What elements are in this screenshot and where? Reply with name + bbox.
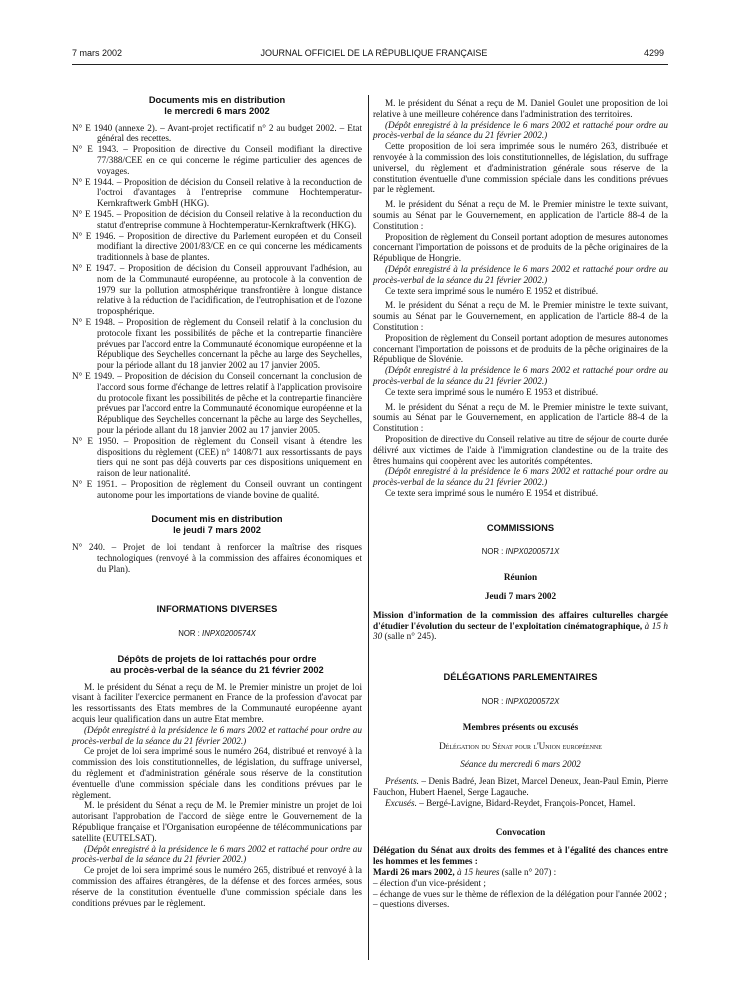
delegation-femmes: Délégation du Sénat aux droits des femmes et à l'égalité des chances entre les hommes et les femmes : xyxy=(373,845,668,867)
delegation-ue: Délégation du Sénat pour l'Union européenne xyxy=(439,740,602,751)
mission-room: (salle n° 245). xyxy=(384,631,437,642)
mardi-line xyxy=(373,867,668,878)
item-text: – Proposition de règlement du Conseil relatif à la conclusion du protocole fixant les possibilités de pêche et la contrepartie financière prévues par l'accord entre la Communauté économique européenne et la République des Seychelles concernant la pêche au large des Seychelles, pour la période allant du 18 janvier 2002 au 17 janvier 2005. xyxy=(97,316,363,371)
depots-title-2: au procès-verbal de la séance du 21 février 2002 xyxy=(110,664,324,675)
depot-note: (Dépôt enregistré à la présidence le 6 mars 2002 et rattaché pour ordre au procès-verbal de la séance du 21 février 2002.) xyxy=(373,466,668,488)
depots-title-1: Dépôts de projets de loi rattachés pour ordre xyxy=(117,654,317,665)
header-rule xyxy=(72,64,668,65)
section-title-delegations: DÉLÉGATIONS PARLEMENTAIRES xyxy=(443,672,598,683)
page-number: 4299 xyxy=(643,48,664,58)
paragraph: Proposition de règlement du Conseil portant adoption de mesures autonomes concernant l'importation de poissons et de produits de la pêche originaires de la République de Slovénie. xyxy=(373,332,668,365)
presents-names: – Denis Badré, Jean Bizet, Marcel Deneux, Jean-Paul Emin, Pierre Fauchon, Hubert Haenel, Serge Lagauche. xyxy=(373,776,668,798)
item-number: N° E 1951. xyxy=(72,478,118,489)
section-title-commissions: COMMISSIONS xyxy=(486,522,555,533)
seance-date: Séance du mercredi 6 mars 2002 xyxy=(460,759,581,770)
paragraph: Ce texte sera imprimé sous le numéro E 1952 et distribué. xyxy=(385,285,599,296)
document-item xyxy=(72,209,362,231)
item-number: N° E 1946. xyxy=(72,230,116,241)
paragraph: M. le président du Sénat a reçu de M. le Premier ministre le texte suivant, soumis au Sénat par le Gouvernement, en application de l'article 88-4 de la Constitution : xyxy=(373,401,668,434)
nor-label: NOR : xyxy=(481,547,504,557)
document-item xyxy=(72,371,362,436)
nor-label: NOR : xyxy=(481,697,504,707)
paragraph: M. le président du Sénat a reçu de M. le Premier ministre un projet de loi visant à faciliter l'exercice permanent en France de la profession d'avocat par les ressortissants des Etats membres de la Communauté européenne ayant acquis leur qualification dans un autre Etat membre. xyxy=(72,681,362,725)
item-number: N° E 1950. xyxy=(72,435,119,446)
item-text: – Proposition de règlement du Conseil ouvrant un contingent autonome pour les importations de viande bovine de qualité. xyxy=(97,478,363,500)
item-text: – Proposition de directive du Parlement européen et du Conseil modifiant la directive 2001/83/CE en ce qui concerne les médicaments traditionnels à base de plantes. xyxy=(97,230,362,263)
docs1-date: le mercredi 6 mars 2002 xyxy=(164,105,270,116)
item-number: N° 240. xyxy=(72,542,106,553)
item-number: N° E 1944. xyxy=(72,176,114,187)
nor-label: NOR : xyxy=(178,629,200,639)
agenda-item: – questions diverses. xyxy=(373,899,450,910)
paragraph: M. le président du Sénat a reçu de M. le Premier ministre le texte suivant, soumis au Sénat par le Gouvernement, en application de l'article 88-4 de la Constitution : xyxy=(373,199,668,231)
depot-note: (Dépôt enregistré à la présidence le 6 mars 2002 et rattaché pour ordre au procès-verbal de la séance du 21 février 2002.) xyxy=(72,843,362,865)
item-number: N° E 1945. xyxy=(72,208,114,219)
mission-time: à 15 h 30 xyxy=(373,620,669,642)
convocation-title: Convocation xyxy=(495,826,546,837)
docs2-date: le jeudi 7 mars 2002 xyxy=(173,525,261,536)
item-text: – Proposition de règlement du Conseil visant à étendre les dispositions du règlement (CEE) n° 1408/71 aux ressortissants de pays tiers qui ne sont pas déjà couverts par ces dispositions uniquement en raison de leur nationalité. xyxy=(97,435,363,479)
item-number: N° E 1943. xyxy=(72,144,119,155)
item-text: – Proposition de décision du Conseil relative à la reconduction de l'octroi d'avantages à l'entreprise commune Hochtemperatur-Kernkraftwerk GmbH (HKG). xyxy=(97,176,363,209)
docs1-title: Documents mis en distribution xyxy=(148,95,286,105)
document-item xyxy=(72,263,362,317)
excuses-line xyxy=(373,798,668,809)
mission-paragraph xyxy=(373,610,668,642)
presents-line xyxy=(373,776,668,798)
nor-reference xyxy=(72,629,362,640)
item-number: N° E 1947. xyxy=(72,262,116,273)
paragraph: Ce projet de loi sera imprimé sous le numéro 264, distribué et renvoyé à la commission des lois constitutionnelles, de législation, du suffrage universel, du règlement et d'administration générale sous réserve de la constitution éventuelle d'une commission spéciale dans les conditions prévues par le règlement. xyxy=(72,746,362,800)
depot-note: (Dépôt enregistré à la présidence le 6 mars 2002 et rattaché pour ordre au procès-verbal de la séance du 21 février 2002.) xyxy=(373,365,668,386)
item-text: – Projet de loi tendant à renforcer la maîtrise des risques technologiques (renvoyé à la commission des affaires économiques et du Plan). xyxy=(97,542,363,574)
column-divider xyxy=(368,95,369,960)
item-text: – Proposition de décision du Conseil concernant la conclusion de l'accord sous forme d'échange de lettres relatif à l'application provisoire du protocole fixant les possibilités de pêche et la contrepartie financière prévues par l'accord entre la Communauté économique européenne et la République des Seychelles concernant la pêche au large des Seychelles, pour la période allant du 18 janvier 2002 au 17 janvier 2005. xyxy=(97,370,363,435)
mission-title: Mission d'information de la commission des affaires culturelles chargée d'étudier l'évolution du secteur de l'exploitation cinématographique, xyxy=(373,609,668,631)
nor-reference xyxy=(373,697,668,708)
excuses-names: – Bergé-Lavigne, Bidard-Reydet, François-Poncet, Hamel. xyxy=(419,797,636,808)
document-item xyxy=(72,144,362,176)
agenda-item: – élection d'un vice-président ; xyxy=(373,877,486,888)
membres-title: Membres présents ou excusés xyxy=(462,721,579,732)
paragraph: M. le président du Sénat a reçu de M. le Premier ministre un projet de loi autorisant l'approbation de l'accord de siège entre le Gouvernement de la République française et l'Organisation européenne de télécommunications par satellite (EUTELSAT). xyxy=(72,800,362,843)
reunion-date: Jeudi 7 mars 2002 xyxy=(484,591,557,602)
nor-code: INPX0200572X xyxy=(505,697,560,707)
paragraph: M. le président du Sénat a reçu de M. le Premier ministre le texte suivant, soumis au Sénat par le Gouvernement, en application de l'article 88-4 de la Constitution : xyxy=(373,300,668,332)
left-column xyxy=(72,95,362,908)
paragraph: Proposition de directive du Conseil relative au titre de séjour de courte durée délivré aux victimes de l'aide à l'immigration clandestine ou de la traite des êtres humains qui coopèrent avec les autorités compétentes. xyxy=(373,433,668,466)
header-title: JOURNAL OFFICIEL DE LA RÉPUBLIQUE FRANÇAISE xyxy=(260,48,488,58)
paragraph: Ce texte sera imprimé sous le numéro E 1953 et distribué. xyxy=(385,386,599,397)
reunion-title: Réunion xyxy=(503,572,538,583)
mardi-room: (salle n° 207) : xyxy=(501,867,557,878)
paragraph: Proposition de règlement du Conseil portant adoption de mesures autonomes concernant l'importation de poissons et de produits de la pêche originaires de la République de Hongrie. xyxy=(373,231,668,264)
document-item xyxy=(72,317,362,371)
agenda-item: – échange de vues sur le thème de réflexion de la délégation pour l'année 2002 ; xyxy=(373,888,667,899)
item-number: N° E 1940 (annexe 2). xyxy=(72,122,158,133)
excuses-label: Excusés. xyxy=(385,797,417,808)
presents-label: Présents. xyxy=(385,776,419,787)
ordre-du-jour-list xyxy=(373,878,668,910)
docs1-list xyxy=(72,123,362,501)
document-item xyxy=(72,177,362,209)
document-item xyxy=(72,436,362,479)
paragraph: Ce projet de loi sera imprimé sous le numéro 265, distribué et renvoyé à la commission des affaires étrangères, de la défense et des forces armées, sous réserve de la constitution éventuelle d'une commission spéciale dans les conditions prévues par le règlement. xyxy=(72,865,362,908)
document-item xyxy=(72,231,362,263)
item-text: – Proposition de décision du Conseil approuvant l'adhésion, au nom de la Communauté européenne, au protocole à la convention de 1979 sur la pollution atmosphérique transfrontière à longue distance relative à la réduction de l'acidification, de l'eutrophisation et de l'ozone troposphérique. xyxy=(97,262,362,317)
paragraph: Ce texte sera imprimé sous le numéro E 1954 et distribué. xyxy=(385,487,599,498)
mardi-time: à 15 heures xyxy=(456,867,500,878)
depot-note: (Dépôt enregistré à la présidence le 6 mars 2002 et rattaché pour ordre au procès-verbal de la séance du 21 février 2002.) xyxy=(373,119,668,141)
mardi-date: Mardi 26 mars 2002, xyxy=(373,867,455,878)
nor-code: INPX0200571X xyxy=(505,547,560,557)
docs2-title: Document mis en distribution xyxy=(151,514,283,525)
nor-reference xyxy=(373,547,668,558)
item-text: – Proposition de décision du Conseil relative à la reconduction du statut d'entreprise commune à Hochtemperatur-Kernkraftwerk (HKG). xyxy=(97,208,363,230)
paragraph: M. le président du Sénat a reçu de M. Daniel Goulet une proposition de loi relative à une meilleure cohérence dans l'administration des territoires. xyxy=(373,98,668,119)
document-item xyxy=(72,123,362,145)
item-text: – Avant-projet rectificatif n° 2 au budget 2002. – Etat général des recettes. xyxy=(97,122,362,144)
section-title-informations: INFORMATIONS DIVERSES xyxy=(156,604,278,615)
item-number: N° E 1949. xyxy=(72,370,115,381)
page-header xyxy=(0,48,748,62)
header-date: 7 mars 2002 xyxy=(72,48,123,58)
depot-note: (Dépôt enregistré à la présidence le 6 mars 2002 et rattaché pour ordre au procès-verbal de la séance du 21 février 2002.) xyxy=(72,724,362,746)
right-column xyxy=(373,98,668,910)
paragraph: Cette proposition de loi sera imprimée sous le numéro 263, distribuée et renvoyée à la commission des lois constitutionnelles, de législation, du suffrage universel, du règlement et d'administration générale sous réserve de la constitution éventuelle d'une commission spéciale dans les conditions prévues par le règlement. xyxy=(373,141,668,195)
document-item xyxy=(72,479,362,501)
nor-code: INPX0200574X xyxy=(202,629,256,639)
depot-note: (Dépôt enregistré à la présidence le 6 mars 2002 et rattaché pour ordre au procès-verbal de la séance du 21 février 2002.) xyxy=(373,263,668,285)
item-number: N° E 1948. xyxy=(72,316,116,327)
docs2-item xyxy=(72,542,362,574)
item-text: – Proposition de directive du Conseil modifiant la directive 77/388/CEE en ce qui concerne le régime particulier des agences de voyages. xyxy=(97,144,363,176)
